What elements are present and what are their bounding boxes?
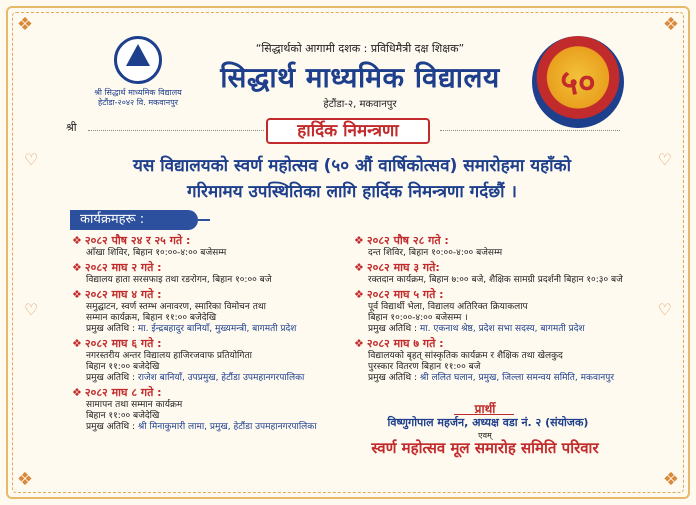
program-date-text: २०८२ माघ ५ गते : bbox=[366, 288, 444, 301]
bullet-icon: ❖ bbox=[72, 337, 82, 350]
program-date bbox=[354, 288, 654, 302]
corner-ornament-icon: ❖ bbox=[16, 469, 34, 490]
heart-ornament-icon: ♡ bbox=[24, 300, 39, 319]
program-detail: पुरस्कार वितरण बिहान ११:०० बजे bbox=[368, 362, 481, 372]
invitation-title: हार्दिक निमन्त्रणा bbox=[266, 118, 430, 144]
name-dotted-line bbox=[440, 130, 620, 131]
bullet-icon: ❖ bbox=[354, 261, 364, 274]
program-date bbox=[72, 261, 372, 275]
invitation-message bbox=[82, 153, 622, 205]
program-date bbox=[72, 288, 372, 302]
chief-guest-name: श्री मिनाकुमारी लामा, प्रमुख, हेटौंडा उपमहानगरपालिका bbox=[137, 422, 317, 432]
logo-emblem-icon bbox=[126, 44, 150, 66]
chief-guest-name: राजेश बानियाँ, उपप्रमुख, हेटौंडा उपमहानगरपालिका bbox=[137, 373, 305, 383]
corner-ornament-icon: ❖ bbox=[662, 14, 680, 35]
chief-guest-label: प्रमुख अतिथि : bbox=[368, 324, 418, 334]
program-date bbox=[72, 234, 372, 248]
chief-guest-name: मा. एकनाथ श्रेष्ठ, प्रदेश सभा सदस्य, बागमती प्रदेश bbox=[419, 324, 585, 334]
heading-divider bbox=[198, 219, 210, 221]
program-heading: कार्यक्रमहरू : bbox=[70, 210, 198, 230]
heart-ornament-icon: ♡ bbox=[657, 150, 672, 169]
program-detail: रक्तदान कार्यक्रम, बिहान ७:०० बजे, शैक्षिक सामग्री प्रदर्शनी बिहान १०:३० बजे bbox=[368, 275, 623, 285]
program-detail: सम्मान कार्यक्रम, बिहान ११:०० बजेदेखि bbox=[86, 313, 217, 323]
sponsor-name: विष्णुगोपाल महर्जन, अध्यक्ष वडा नं. २ (संयोजक) bbox=[387, 416, 589, 429]
school-address: हेटौंडा-२, मकवानपुर bbox=[323, 99, 397, 110]
salutation: श्री bbox=[66, 121, 77, 134]
program-item bbox=[72, 337, 372, 384]
program-item bbox=[354, 337, 654, 384]
program-date-text: २०८२ माघ ७ गते : bbox=[366, 337, 444, 350]
program-item bbox=[354, 288, 654, 335]
chief-guest-name: मा. ईन्द्रबहादुर बानियाँ, मुख्यमन्त्री, बागमती प्रदेश bbox=[137, 324, 297, 334]
program-detail: पूर्व विद्यार्थी भेला, विद्यालय अतिरिक्त क्रियाकलाप bbox=[368, 302, 528, 312]
logo-text: श्री सिद्धार्थ माध्यमिक विद्यालय हेटौंडा-२०४२ वि. मकवानपुर bbox=[94, 88, 182, 107]
bullet-icon: ❖ bbox=[354, 337, 364, 350]
message-line: यस विद्यालयको स्वर्ण महोत्सव (५० औं वार्षिकोत्सव) समारोहमा यहाँको bbox=[133, 156, 571, 176]
corner-ornament-icon: ❖ bbox=[662, 469, 680, 490]
bullet-icon: ❖ bbox=[354, 288, 364, 301]
and-text: एवम् bbox=[478, 431, 492, 440]
chief-guest-label: प्रमुख अतिथि : bbox=[86, 373, 136, 383]
chief-guest bbox=[72, 373, 372, 384]
bullet-icon: ❖ bbox=[72, 288, 82, 301]
corner-ornament-icon: ❖ bbox=[16, 14, 34, 35]
program-detail: नगरस्तरीय अन्तर विद्यालय हाजिरजवाफ प्रतियोगिता bbox=[86, 351, 252, 361]
chief-guest-label: प्रमुख अतिथि : bbox=[368, 373, 418, 383]
program-item bbox=[72, 261, 372, 286]
program-item bbox=[72, 234, 372, 259]
program-detail: विद्यालय हाता सरसफाइ तथा रङरोगन, बिहान १०:०० बजे bbox=[86, 275, 272, 285]
program-list-left bbox=[72, 234, 372, 435]
program-date-text: २०८२ माघ ८ गते : bbox=[84, 386, 162, 399]
program-date bbox=[354, 337, 654, 351]
chief-guest bbox=[72, 324, 372, 335]
bullet-icon: ❖ bbox=[354, 234, 364, 247]
program-date-text: २०८२ माघ ४ गते : bbox=[84, 288, 162, 301]
prarthi-label: प्रार्थी bbox=[474, 402, 496, 416]
program-date bbox=[354, 234, 654, 248]
jubilee-number: ५० bbox=[560, 63, 596, 103]
program-date-text: २०८२ माघ ६ गते : bbox=[84, 337, 162, 350]
program-item bbox=[72, 386, 372, 433]
program-date-text: २०८२ पौष २८ गते : bbox=[366, 234, 449, 247]
school-logo bbox=[88, 36, 188, 126]
bullet-icon: ❖ bbox=[72, 386, 82, 399]
heart-ornament-icon: ♡ bbox=[24, 150, 39, 169]
program-detail: विद्यालयको बृहत् सांस्कृतिक कार्यक्रम र शैक्षिक तथा खेलकुद bbox=[368, 351, 563, 361]
message-line: गरिमामय उपस्थितिका लागि हार्दिक निमन्त्रणा गर्दछौं । bbox=[187, 182, 517, 202]
chief-guest bbox=[72, 422, 372, 433]
program-date bbox=[354, 261, 654, 275]
program-date-text: २०८२ माघ २ गते : bbox=[84, 261, 162, 274]
program-date-text: २०८२ पौष २४ र २५ गते : bbox=[84, 234, 191, 247]
program-date bbox=[72, 337, 372, 351]
heart-ornament-icon: ♡ bbox=[657, 300, 672, 319]
chief-guest-label: प्रमुख अतिथि : bbox=[86, 422, 136, 432]
program-item bbox=[354, 234, 654, 259]
bullet-icon: ❖ bbox=[72, 234, 82, 247]
slogan: “सिद्धार्थको आगामी दशक : प्रविधिमैत्री दक्ष शिक्षक” bbox=[255, 42, 465, 55]
program-list-right bbox=[354, 234, 654, 386]
program-detail: बिहान ११:०० बजेदेखि bbox=[86, 411, 160, 421]
bullet-icon: ❖ bbox=[72, 261, 82, 274]
program-item bbox=[354, 261, 654, 286]
program-detail: बिहान ११:०० बजेदेखि bbox=[86, 362, 160, 372]
chief-guest bbox=[354, 373, 654, 384]
golden-jubilee-logo bbox=[532, 36, 624, 128]
name-dotted-line bbox=[88, 130, 264, 131]
committee-name: स्वर्ण महोत्सव मूल समारोह समिति परिवार bbox=[371, 439, 599, 457]
program-detail: दन्त शिविर, बिहान १०:००-४:०० बजेसम्म bbox=[368, 248, 503, 258]
chief-guest-label: प्रमुख अतिथि : bbox=[86, 324, 136, 334]
program-date-text: २०८२ माघ ३ गते: bbox=[366, 261, 440, 274]
program-detail: बिहान १०:००-४:०० बजेसम्म । bbox=[368, 313, 468, 323]
chief-guest-name: श्री ललित घलान, प्रमुख, जिल्ला समन्वय समिति, मकवानपुर bbox=[419, 373, 615, 383]
chief-guest bbox=[354, 324, 654, 335]
program-detail: समुद्घाटन, स्वर्ण स्तम्भ अनावरण, स्मारिका विमोचन तथा bbox=[86, 302, 266, 312]
program-date bbox=[72, 386, 372, 400]
program-detail: सामापन तथा सम्मान कार्यक्रम bbox=[86, 400, 183, 410]
program-detail: आँखा शिविर, बिहान १०:००-४:०० बजेसम्म bbox=[86, 248, 227, 258]
program-item bbox=[72, 288, 372, 335]
school-name: सिद्धार्थ माध्यमिक विद्यालय bbox=[220, 61, 500, 94]
